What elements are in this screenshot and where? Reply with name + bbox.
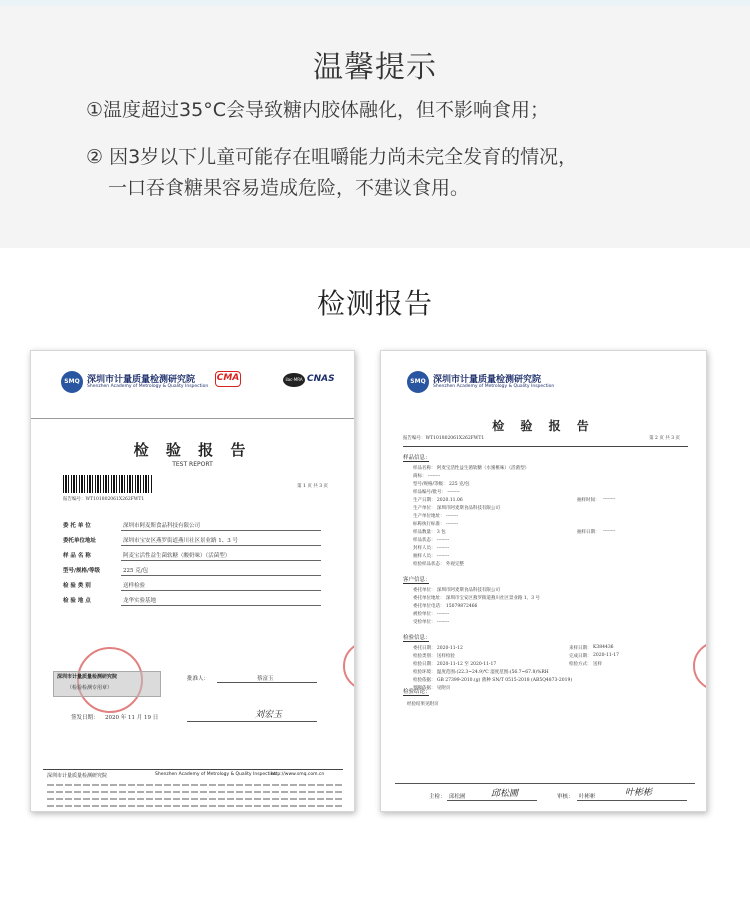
field-label: 委托单位地址 (63, 538, 97, 544)
sample-row: 封样人员： -------- (413, 546, 450, 551)
sample-extra-label: 抽样时间： (577, 498, 600, 503)
report-number: 报告编号：WT101802061X262FWT1 (63, 497, 145, 502)
notice-panel (0, 0, 750, 248)
section-underline (403, 461, 429, 462)
report-page-2[interactable] (380, 350, 707, 812)
org-name-en: Shenzhen Academy of Metrology & Quality Inspection (433, 384, 555, 389)
issue-date-value: 2020 年 11 月 19 日 (105, 715, 159, 721)
client-section-title: 客户信息： (403, 577, 431, 583)
finish-label: 完成日期： (569, 654, 592, 659)
test-row: 检验类别： 送样检验 (413, 654, 455, 659)
approver-label: 批准人： (187, 676, 210, 682)
field-value: 送样检验 (123, 583, 146, 589)
notice-item-1: ①温度超过35°C会导致糖内胶体融化，但不影响食用； (86, 99, 549, 121)
sample-section-title: 样品信息： (403, 455, 431, 461)
smq-logo-icon: SMQ (407, 371, 429, 393)
issue-date-label: 签发日期： (71, 715, 99, 721)
footer-fineprint (47, 791, 343, 793)
receive-label: 来样日期： (569, 646, 592, 651)
cnas-text: CNAS (307, 374, 335, 384)
client-row: 委托单位地址： 深圳市宝安区燕罗街道燕川社区景业路 1、3 号 (413, 596, 541, 601)
ilac-badge: ilac-MRA (283, 373, 305, 387)
test-row: 判断依据： 见附页 (413, 686, 451, 691)
field-label: 检 验 类 别 (63, 583, 91, 589)
client-row: 委托单位： 深圳市阿麦斯食品科技有限公司 (413, 588, 500, 593)
inspector-name: 邱松圃 (449, 794, 466, 800)
doc-title: 检 验 报 告 (492, 419, 595, 433)
test-row: 检验环境： 温度范围:(22.3~24.9)℃ 湿度范围:(56.7~67.8)%RH (413, 670, 549, 675)
client-row: 被检单位： -------- (413, 612, 450, 617)
client-row: 受检单位： -------- (413, 620, 450, 625)
notice-item-2-line-1: ② 因3岁以下儿童可能存在咀嚼能力尚未完全发育的情况， (86, 146, 578, 168)
page-number: 第 2 页 共 3 页 (649, 436, 680, 441)
footer-fineprint (47, 805, 343, 807)
field-underline (121, 530, 321, 531)
sample-extra2-label: 抽样日期： (577, 530, 600, 535)
field-value: 龙华实验基地 (123, 598, 157, 604)
field-value: 阿麦宝活性益生菌软糖（酸奶味）（活菌型） (123, 553, 231, 559)
field-underline (121, 560, 321, 561)
reviewer-line (577, 800, 687, 801)
barcode-icon (63, 475, 153, 493)
sample-row: 标称执行标准： -------- (413, 522, 459, 527)
sample-row: 生产单位地址： -------- (413, 514, 459, 519)
field-label: 型号/规格/等级 (63, 568, 101, 574)
test-row: 检验日期： 2020-11-12 至 2020-11-17 (413, 662, 497, 667)
sample-row: 型号/规格/等级： 225 克/包 (413, 482, 470, 487)
reviewer-signature: 叶彬彬 (625, 788, 653, 798)
footer-org-cn: 深圳市计量质量检测研究院 (47, 773, 108, 779)
org-name-cn: 深圳市计量质量检测研究院 (433, 375, 542, 385)
method-label: 检验方式： (569, 662, 592, 667)
page-number: 第 1 页 共 3 页 (297, 484, 328, 489)
notice-title: 温馨提示 (313, 50, 437, 85)
sample-row: 生产单位： 深圳市阿麦斯食品科技有限公司 (413, 506, 500, 511)
stamp-org: 深圳市计量质量检测研究院 (57, 674, 118, 680)
footer-fineprint (47, 784, 343, 786)
footer-org-en: Shenzhen Academy of Metrology & Quality Inspection (155, 772, 277, 777)
top-strip (0, 0, 750, 6)
receive-value: K384436 (593, 645, 614, 650)
field-label: 委 托 单 位 (63, 523, 91, 529)
reviewer-label: 审核： (557, 794, 574, 800)
sample-row: 样品状态： -------- (413, 538, 450, 543)
footer-rule (43, 769, 343, 770)
report-header (31, 351, 354, 419)
red-seal-edge-icon (693, 641, 707, 691)
sample-row: 商标： -------- (413, 474, 441, 479)
sample-row: 样品编号/批号： -------- (413, 490, 460, 495)
inspector-label: 主检： (429, 794, 446, 800)
footer-rule (395, 783, 695, 784)
inspector-signature: 邱松圃 (491, 789, 519, 799)
test-row: 委托日期： 2020-11-12 (413, 646, 463, 651)
field-value: 225 克/包 (123, 568, 149, 574)
footer-url: http://www.smq.com.cn (271, 772, 325, 777)
conclusion-row: 经验结果见附页 (407, 702, 439, 707)
sample-row: 样品数量： 3 包 (413, 530, 446, 535)
footer-fineprint (47, 798, 343, 800)
notice-item-2-line-2: 一口吞食糖果容易造成危险，不建议食用。 (108, 177, 470, 199)
conclusion-section-title: 检验结论： (403, 689, 431, 695)
sample-row: 抽样人员： -------- (413, 554, 450, 559)
sample-row: 生产日期： 2020.11.06 (413, 498, 463, 503)
reviewer-name: 叶彬彬 (579, 794, 596, 800)
field-label: 检 验 地 点 (63, 598, 91, 604)
client-row: 委托单位电话： 15079872466 (413, 604, 478, 609)
field-underline (121, 575, 321, 576)
field-underline (121, 545, 321, 546)
smq-logo-icon: SMQ (61, 371, 83, 393)
method-value: 送样 (593, 662, 602, 667)
sample-row: 检验样品状态： 外观完整 (413, 562, 464, 567)
inspector-line (447, 800, 537, 801)
field-value: 深圳市阿麦斯食品科技有限公司 (123, 523, 201, 529)
section-underline (403, 583, 429, 584)
header-rule (403, 446, 688, 447)
doc-title: 检 验 报 告 (133, 441, 252, 459)
cma-mark-icon: CMA (215, 371, 241, 387)
section-underline (403, 695, 429, 696)
signature: 刘宏玉 (255, 710, 283, 720)
test-section-title: 检验信息： (403, 635, 431, 641)
sample-extra2-value: -------- (603, 529, 616, 534)
sample-extra-value: -------- (603, 497, 616, 502)
report-number: 报告编号：WT101802061X262FWT1 (403, 436, 485, 441)
section-title: 检测报告 (316, 287, 433, 320)
finish-value: 2020-11-17 (593, 653, 619, 658)
red-seal-edge-icon (343, 641, 355, 691)
org-name-en: Shenzhen Academy of Metrology & Quality Inspection (87, 384, 209, 389)
org-name-cn: 深圳市计量质量检测研究院 (87, 375, 196, 385)
field-underline (121, 590, 321, 591)
doc-subtitle: TEST REPORT (172, 461, 213, 468)
field-label: 样 品 名 称 (63, 553, 91, 559)
field-value: 深圳市宝安区燕罗街道燕川社区景业路 1、3 号 (123, 538, 238, 544)
sample-row: 样品名称： 阿麦宝活性益生菌软糖（水蜜桃味）（活菌型） (413, 466, 530, 471)
report-page-1[interactable] (30, 350, 355, 812)
cnas-mark-icon (283, 373, 333, 387)
approver-name: 蔡富玉 (257, 676, 274, 682)
signature-line (187, 721, 317, 722)
section-underline (403, 641, 429, 642)
stamp-purpose: （检验检测专用章） (67, 685, 113, 691)
approver-line (217, 682, 317, 683)
test-row: 检验依据： GB 27399-2010.(g) 菌种 SN/T 0515-2018 (AB5Q4873-2019) (413, 678, 573, 683)
field-underline (121, 605, 321, 606)
